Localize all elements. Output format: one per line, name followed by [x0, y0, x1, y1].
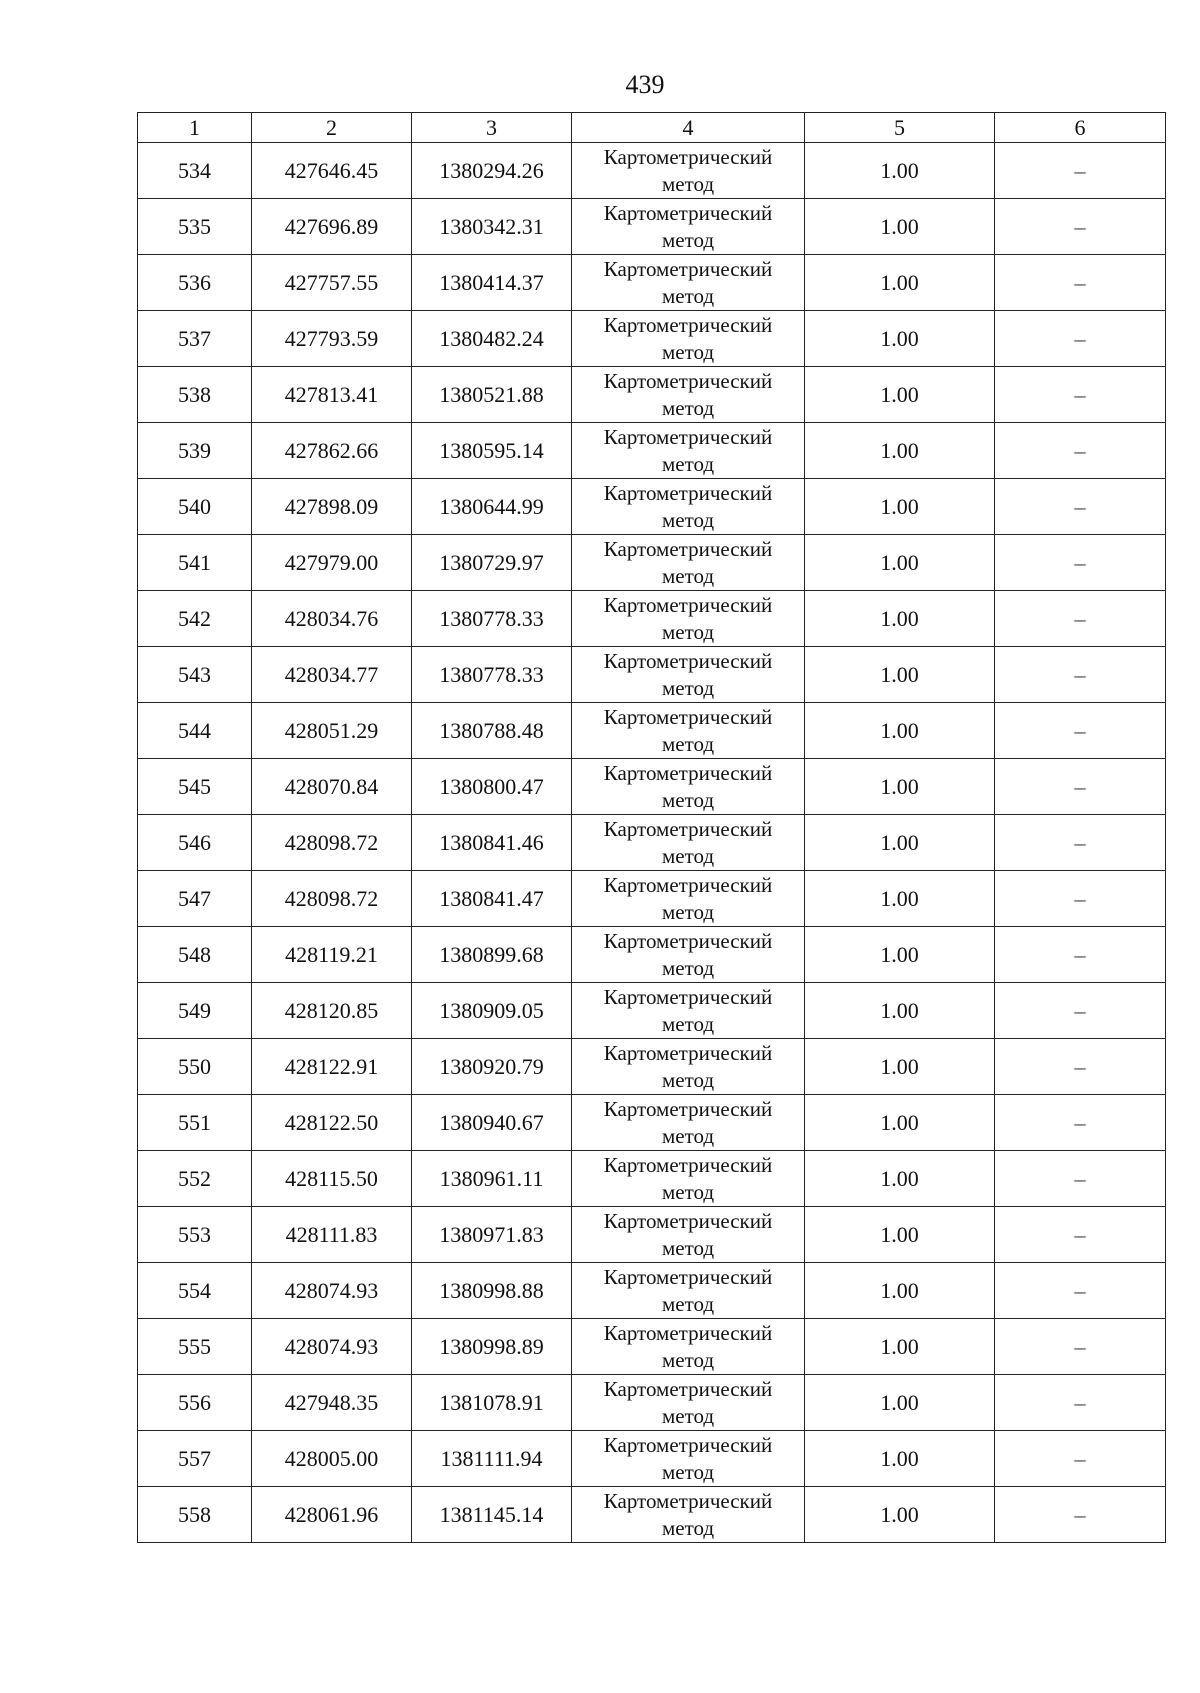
note-cell: – — [995, 1431, 1166, 1487]
method-cell — [572, 815, 805, 871]
accuracy-cell: 1.00 — [805, 591, 995, 647]
method-line-2: метод — [661, 1067, 715, 1092]
accuracy-cell: 1.00 — [805, 143, 995, 199]
x-coordinate-cell: 428120.85 — [252, 983, 412, 1039]
table-row — [138, 927, 1166, 983]
x-coordinate-cell: 427646.45 — [252, 143, 412, 199]
table-row — [138, 423, 1166, 479]
method-cell — [572, 1263, 805, 1319]
accuracy-cell: 1.00 — [805, 703, 995, 759]
note-cell: – — [995, 871, 1166, 927]
method-line-1: Картометрический — [603, 704, 773, 729]
note-cell: – — [995, 1095, 1166, 1151]
y-coordinate-cell: 1380778.33 — [412, 647, 572, 703]
point-number-cell: 556 — [138, 1375, 252, 1431]
y-coordinate-cell: 1381078.91 — [412, 1375, 572, 1431]
method-cell — [572, 703, 805, 759]
x-coordinate-cell: 428034.76 — [252, 591, 412, 647]
table-row — [138, 479, 1166, 535]
table-row — [138, 871, 1166, 927]
method-line-1: Картометрический — [603, 1040, 773, 1065]
point-number-cell: 545 — [138, 759, 252, 815]
point-number-cell: 537 — [138, 311, 252, 367]
page-number: 439 — [625, 70, 665, 99]
method-line-1: Картометрический — [603, 872, 773, 897]
note-cell: – — [995, 1151, 1166, 1207]
accuracy-cell: 1.00 — [805, 1319, 995, 1375]
method-cell — [572, 143, 805, 199]
x-coordinate-cell: 428074.93 — [252, 1263, 412, 1319]
y-coordinate-cell: 1380841.47 — [412, 871, 572, 927]
y-coordinate-cell: 1381145.14 — [412, 1487, 572, 1543]
y-coordinate-cell: 1380342.31 — [412, 199, 572, 255]
y-coordinate-cell: 1380595.14 — [412, 423, 572, 479]
table-row — [138, 1375, 1166, 1431]
method-cell — [572, 1039, 805, 1095]
table-header — [138, 113, 1166, 143]
accuracy-cell: 1.00 — [805, 1039, 995, 1095]
point-number-cell: 542 — [138, 591, 252, 647]
method-line-1: Картометрический — [603, 424, 773, 449]
x-coordinate-cell: 428122.50 — [252, 1095, 412, 1151]
point-number-cell: 558 — [138, 1487, 252, 1543]
accuracy-cell: 1.00 — [805, 367, 995, 423]
point-number-cell: 536 — [138, 255, 252, 311]
header-row — [138, 113, 1166, 143]
header-cell-4: 4 — [572, 113, 805, 143]
table-row — [138, 1095, 1166, 1151]
note-cell: – — [995, 1319, 1166, 1375]
table-row — [138, 199, 1166, 255]
method-line-2: метод — [661, 1291, 715, 1316]
method-cell — [572, 1095, 805, 1151]
method-cell — [572, 759, 805, 815]
method-line-1: Картометрический — [603, 1152, 773, 1177]
header-cell-5: 5 — [805, 113, 995, 143]
method-line-2: метод — [661, 675, 715, 700]
note-cell: – — [995, 1263, 1166, 1319]
x-coordinate-cell: 428122.91 — [252, 1039, 412, 1095]
accuracy-cell: 1.00 — [805, 647, 995, 703]
method-line-2: метод — [661, 1011, 715, 1036]
y-coordinate-cell: 1380414.37 — [412, 255, 572, 311]
method-line-2: метод — [661, 619, 715, 644]
accuracy-cell: 1.00 — [805, 255, 995, 311]
point-number-cell: 555 — [138, 1319, 252, 1375]
method-cell — [572, 1319, 805, 1375]
table-row — [138, 1207, 1166, 1263]
method-line-1: Картометрический — [603, 368, 773, 393]
x-coordinate-cell: 427898.09 — [252, 479, 412, 535]
method-line-2: метод — [661, 1515, 715, 1540]
method-line-2: метод — [661, 339, 715, 364]
y-coordinate-cell: 1380998.88 — [412, 1263, 572, 1319]
note-cell: – — [995, 143, 1166, 199]
accuracy-cell: 1.00 — [805, 199, 995, 255]
method-line-1: Картометрический — [603, 480, 773, 505]
x-coordinate-cell: 428005.00 — [252, 1431, 412, 1487]
table-row — [138, 1431, 1166, 1487]
table-body — [138, 143, 1166, 1543]
point-number-cell: 543 — [138, 647, 252, 703]
note-cell: – — [995, 647, 1166, 703]
accuracy-cell: 1.00 — [805, 311, 995, 367]
method-line-1: Картометрический — [603, 984, 773, 1009]
point-number-cell: 552 — [138, 1151, 252, 1207]
table-row — [138, 143, 1166, 199]
method-line-2: метод — [661, 283, 715, 308]
note-cell: – — [995, 255, 1166, 311]
method-line-1: Картометрический — [603, 816, 773, 841]
method-line-2: метод — [661, 1347, 715, 1372]
accuracy-cell: 1.00 — [805, 1151, 995, 1207]
note-cell: – — [995, 423, 1166, 479]
method-cell — [572, 1375, 805, 1431]
table-row — [138, 255, 1166, 311]
table-row — [138, 1263, 1166, 1319]
method-line-2: метод — [661, 731, 715, 756]
y-coordinate-cell: 1380778.33 — [412, 591, 572, 647]
method-line-1: Картометрический — [603, 536, 773, 561]
y-coordinate-cell: 1380909.05 — [412, 983, 572, 1039]
method-line-2: метод — [661, 1179, 715, 1204]
note-cell: – — [995, 1207, 1166, 1263]
note-cell: – — [995, 311, 1166, 367]
header-cell-3: 3 — [412, 113, 572, 143]
method-line-2: метод — [661, 843, 715, 868]
method-line-1: Картометрический — [603, 1376, 773, 1401]
accuracy-cell: 1.00 — [805, 1487, 995, 1543]
table-row — [138, 535, 1166, 591]
accuracy-cell: 1.00 — [805, 423, 995, 479]
method-cell — [572, 647, 805, 703]
point-number-cell: 551 — [138, 1095, 252, 1151]
note-cell: – — [995, 983, 1166, 1039]
y-coordinate-cell: 1380729.97 — [412, 535, 572, 591]
method-line-2: метод — [661, 1459, 715, 1484]
table-row — [138, 367, 1166, 423]
table-row — [138, 1039, 1166, 1095]
accuracy-cell: 1.00 — [805, 1431, 995, 1487]
method-cell — [572, 871, 805, 927]
note-cell: – — [995, 367, 1166, 423]
table-row — [138, 1319, 1166, 1375]
method-cell — [572, 255, 805, 311]
point-number-cell: 539 — [138, 423, 252, 479]
x-coordinate-cell: 427696.89 — [252, 199, 412, 255]
method-line-2: метод — [661, 507, 715, 532]
point-number-cell: 535 — [138, 199, 252, 255]
y-coordinate-cell: 1380800.47 — [412, 759, 572, 815]
y-coordinate-cell: 1380482.24 — [412, 311, 572, 367]
method-line-2: метод — [661, 1403, 715, 1428]
accuracy-cell: 1.00 — [805, 479, 995, 535]
method-cell — [572, 535, 805, 591]
accuracy-cell: 1.00 — [805, 815, 995, 871]
point-number-cell: 546 — [138, 815, 252, 871]
header-cell-2: 2 — [252, 113, 412, 143]
y-coordinate-cell: 1380521.88 — [412, 367, 572, 423]
x-coordinate-cell: 428119.21 — [252, 927, 412, 983]
method-line-1: Картометрический — [603, 760, 773, 785]
method-line-1: Картометрический — [603, 1208, 773, 1233]
note-cell: – — [995, 815, 1166, 871]
method-cell — [572, 423, 805, 479]
table-row — [138, 1487, 1166, 1543]
point-number-cell: 554 — [138, 1263, 252, 1319]
note-cell: – — [995, 927, 1166, 983]
y-coordinate-cell: 1380788.48 — [412, 703, 572, 759]
x-coordinate-cell: 428051.29 — [252, 703, 412, 759]
method-cell — [572, 1431, 805, 1487]
method-cell — [572, 199, 805, 255]
method-cell — [572, 367, 805, 423]
x-coordinate-cell: 428111.83 — [252, 1207, 412, 1263]
y-coordinate-cell: 1381111.94 — [412, 1431, 572, 1487]
method-line-2: метод — [661, 955, 715, 980]
method-line-2: метод — [661, 395, 715, 420]
accuracy-cell: 1.00 — [805, 535, 995, 591]
point-number-cell: 547 — [138, 871, 252, 927]
x-coordinate-cell: 428070.84 — [252, 759, 412, 815]
method-cell — [572, 1487, 805, 1543]
method-cell — [572, 311, 805, 367]
table-row — [138, 591, 1166, 647]
y-coordinate-cell: 1380940.67 — [412, 1095, 572, 1151]
point-number-cell: 541 — [138, 535, 252, 591]
method-cell — [572, 983, 805, 1039]
x-coordinate-cell: 427948.35 — [252, 1375, 412, 1431]
x-coordinate-cell: 427862.66 — [252, 423, 412, 479]
accuracy-cell: 1.00 — [805, 1375, 995, 1431]
table-row — [138, 703, 1166, 759]
x-coordinate-cell: 428098.72 — [252, 871, 412, 927]
point-number-cell: 534 — [138, 143, 252, 199]
method-line-2: метод — [661, 1123, 715, 1148]
note-cell: – — [995, 199, 1166, 255]
table-row — [138, 647, 1166, 703]
y-coordinate-cell: 1380998.89 — [412, 1319, 572, 1375]
method-line-1: Картометрический — [603, 144, 773, 169]
method-line-2: метод — [661, 1235, 715, 1260]
y-coordinate-cell: 1380899.68 — [412, 927, 572, 983]
x-coordinate-cell: 428061.96 — [252, 1487, 412, 1543]
x-coordinate-cell: 428098.72 — [252, 815, 412, 871]
coordinates-table — [137, 112, 1166, 1543]
method-line-2: метод — [661, 899, 715, 924]
x-coordinate-cell: 427793.59 — [252, 311, 412, 367]
y-coordinate-cell: 1380294.26 — [412, 143, 572, 199]
method-line-1: Картометрический — [603, 200, 773, 225]
table-row — [138, 983, 1166, 1039]
note-cell: – — [995, 703, 1166, 759]
method-line-1: Картометрический — [603, 592, 773, 617]
note-cell: – — [995, 535, 1166, 591]
method-line-2: метод — [661, 227, 715, 252]
x-coordinate-cell: 428034.77 — [252, 647, 412, 703]
method-line-2: метод — [661, 563, 715, 588]
method-line-1: Картометрический — [603, 256, 773, 281]
table-row — [138, 815, 1166, 871]
x-coordinate-cell: 427813.41 — [252, 367, 412, 423]
y-coordinate-cell: 1380841.46 — [412, 815, 572, 871]
accuracy-cell: 1.00 — [805, 871, 995, 927]
accuracy-cell: 1.00 — [805, 1207, 995, 1263]
accuracy-cell: 1.00 — [805, 927, 995, 983]
point-number-cell: 538 — [138, 367, 252, 423]
point-number-cell: 550 — [138, 1039, 252, 1095]
table-row — [138, 311, 1166, 367]
point-number-cell: 553 — [138, 1207, 252, 1263]
method-cell — [572, 1207, 805, 1263]
point-number-cell: 557 — [138, 1431, 252, 1487]
point-number-cell: 544 — [138, 703, 252, 759]
x-coordinate-cell: 427757.55 — [252, 255, 412, 311]
method-line-1: Картометрический — [603, 1320, 773, 1345]
method-cell — [572, 479, 805, 535]
y-coordinate-cell: 1380971.83 — [412, 1207, 572, 1263]
method-line-1: Картометрический — [603, 1488, 773, 1513]
y-coordinate-cell: 1380961.11 — [412, 1151, 572, 1207]
method-line-1: Картометрический — [603, 928, 773, 953]
x-coordinate-cell: 428115.50 — [252, 1151, 412, 1207]
x-coordinate-cell: 428074.93 — [252, 1319, 412, 1375]
method-line-2: метод — [661, 451, 715, 476]
note-cell: – — [995, 591, 1166, 647]
accuracy-cell: 1.00 — [805, 1263, 995, 1319]
method-line-2: метод — [661, 171, 715, 196]
note-cell: – — [995, 479, 1166, 535]
method-cell — [572, 591, 805, 647]
point-number-cell: 540 — [138, 479, 252, 535]
point-number-cell: 548 — [138, 927, 252, 983]
y-coordinate-cell: 1380644.99 — [412, 479, 572, 535]
x-coordinate-cell: 427979.00 — [252, 535, 412, 591]
method-cell — [572, 927, 805, 983]
method-line-1: Картометрический — [603, 1264, 773, 1289]
accuracy-cell: 1.00 — [805, 759, 995, 815]
note-cell: – — [995, 1375, 1166, 1431]
method-line-1: Картометрический — [603, 648, 773, 673]
method-line-1: Картометрический — [603, 312, 773, 337]
method-line-1: Картометрический — [603, 1096, 773, 1121]
point-number-cell: 549 — [138, 983, 252, 1039]
method-line-1: Картометрический — [603, 1432, 773, 1457]
table-row — [138, 1151, 1166, 1207]
note-cell: – — [995, 1487, 1166, 1543]
method-cell — [572, 1151, 805, 1207]
table-row — [138, 759, 1166, 815]
y-coordinate-cell: 1380920.79 — [412, 1039, 572, 1095]
note-cell: – — [995, 1039, 1166, 1095]
accuracy-cell: 1.00 — [805, 983, 995, 1039]
header-cell-1: 1 — [138, 113, 252, 143]
note-cell: – — [995, 759, 1166, 815]
accuracy-cell: 1.00 — [805, 1095, 995, 1151]
method-line-2: метод — [661, 787, 715, 812]
header-cell-6: 6 — [995, 113, 1166, 143]
